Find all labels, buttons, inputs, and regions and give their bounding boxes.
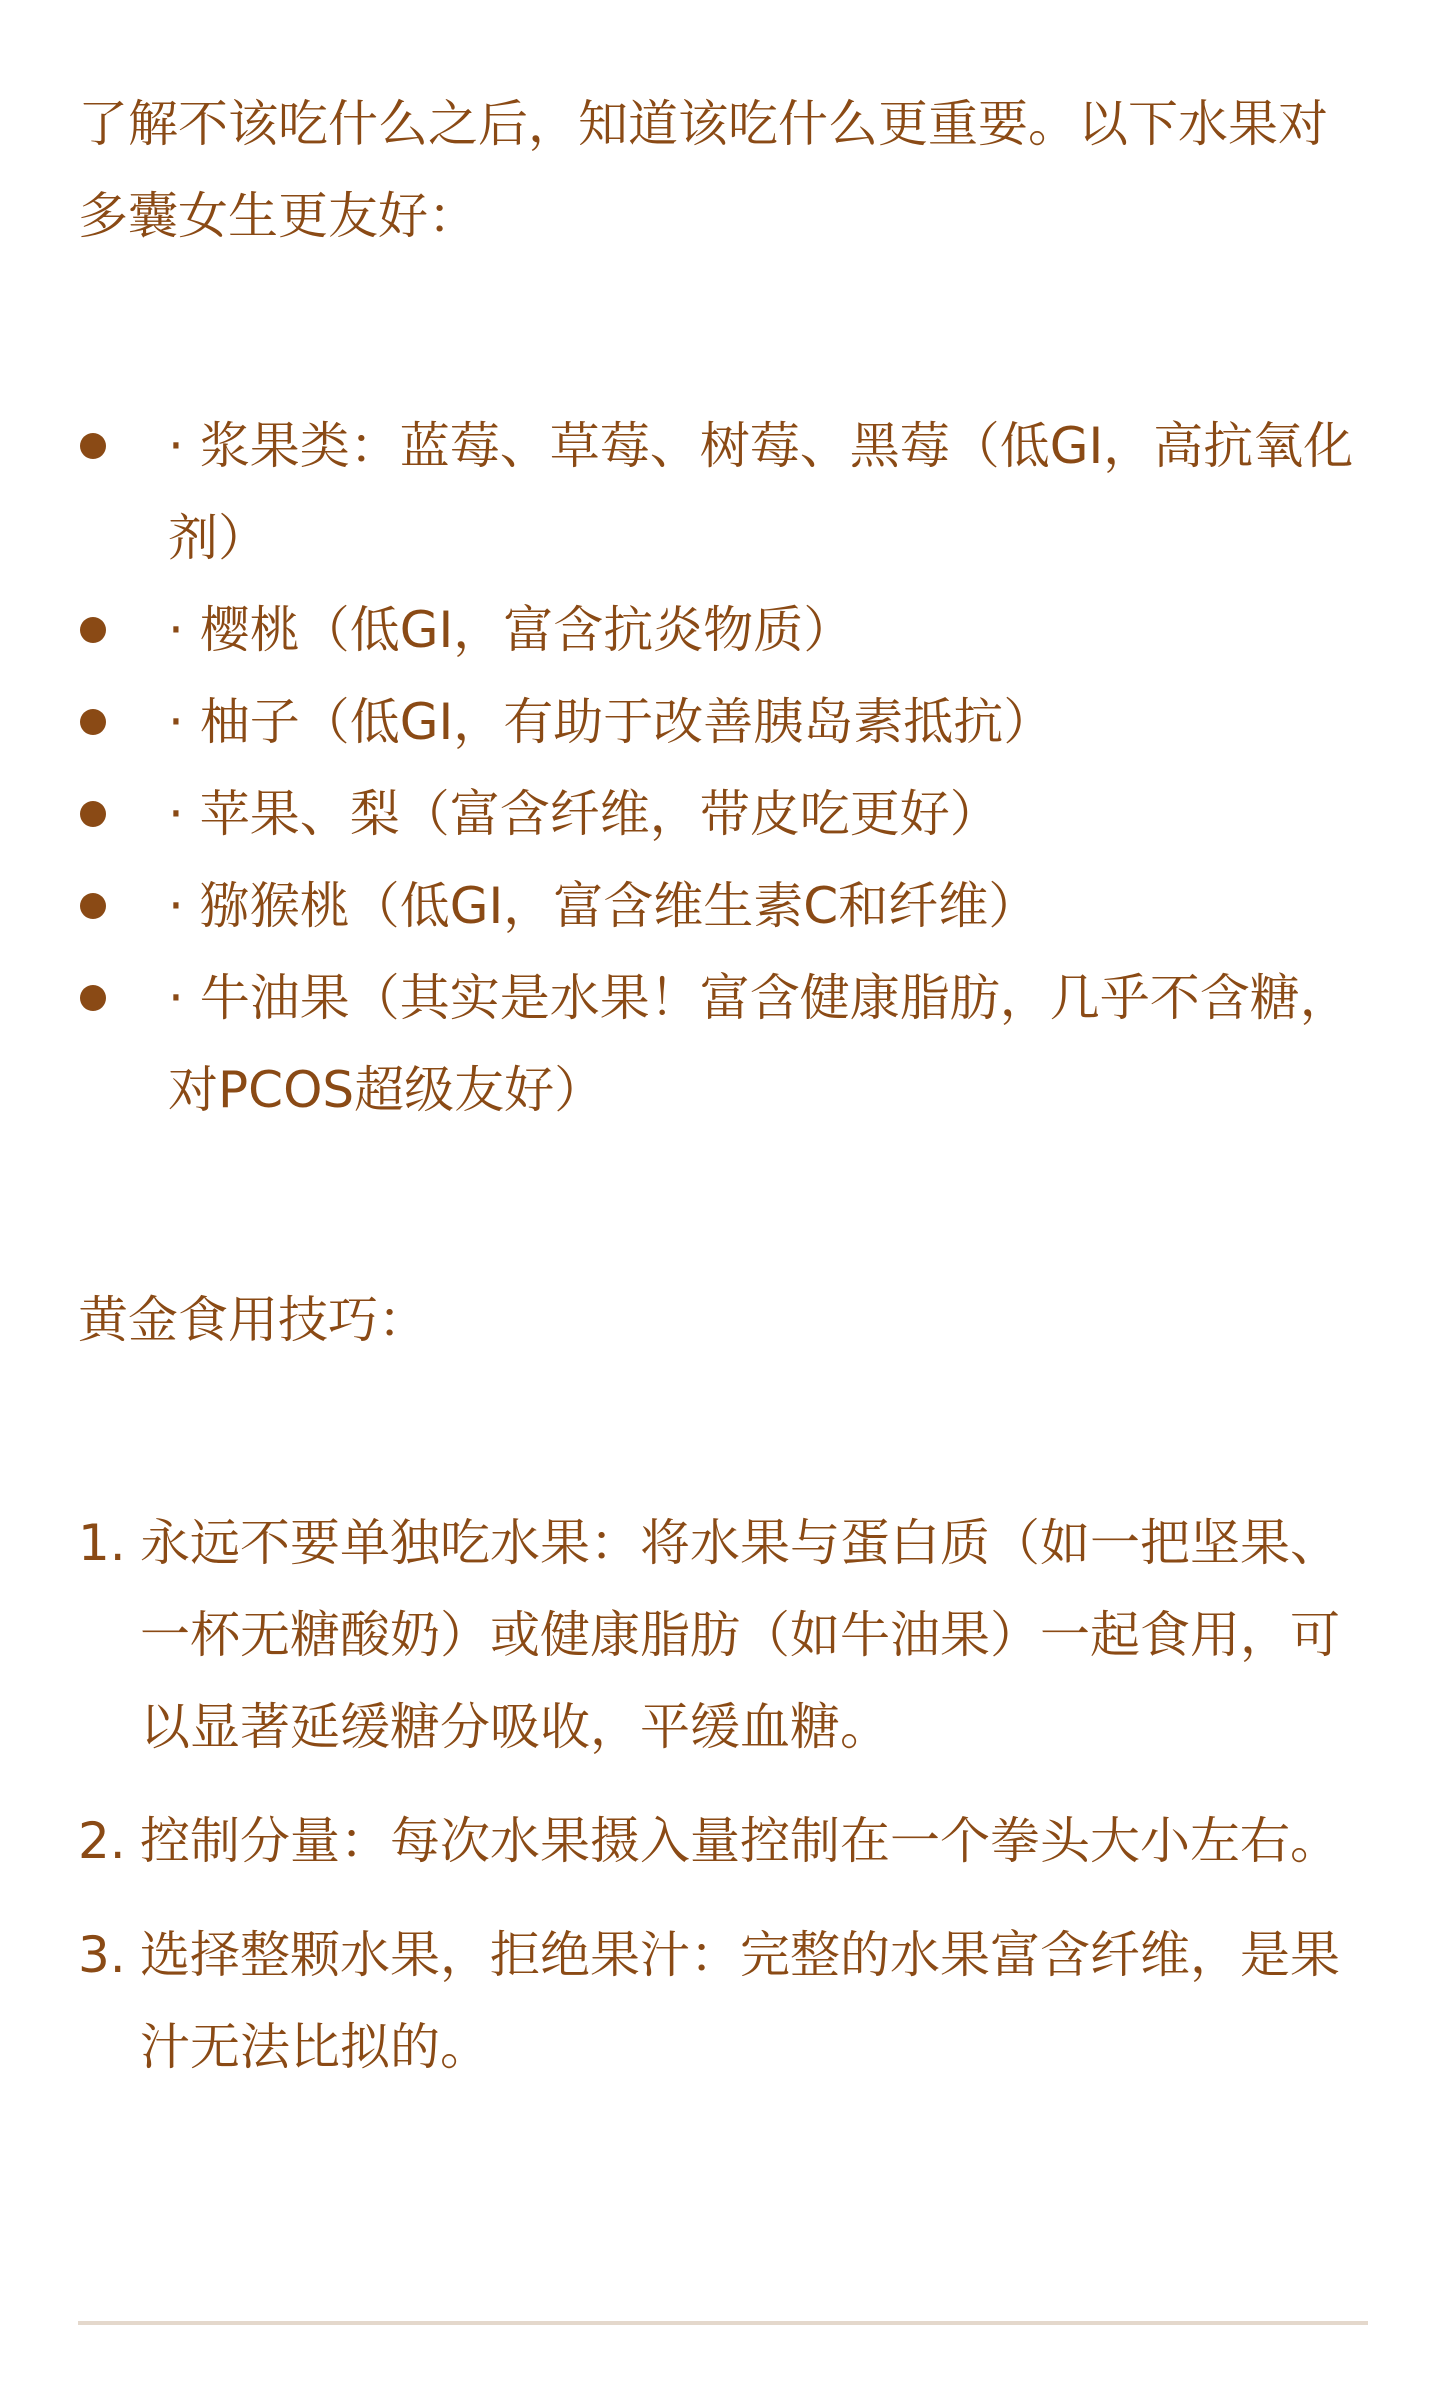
list-item xyxy=(78,584,1368,676)
fruit-text: · 猕猴桃（低GI，富含维生素C和纤维） xyxy=(168,877,1039,935)
intro-paragraph: 了解不该吃什么之后，知道该吃什么更重要。以下水果对多囊女生更友好： xyxy=(78,95,1328,245)
tip-number: 1. xyxy=(78,1514,126,1572)
tip-item xyxy=(78,1497,1368,1773)
tips-list xyxy=(78,1497,1368,2115)
bullet-icon xyxy=(80,801,106,827)
fruit-list xyxy=(78,400,1368,1136)
bullet-icon xyxy=(80,709,106,735)
fruit-text: · 浆果类：蓝莓、草莓、树莓、黑莓（低GI，高抗氧化剂） xyxy=(168,417,1354,567)
bullet-icon xyxy=(80,433,106,459)
fruit-text: · 柚子（低GI，有助于改善胰岛素抵抗） xyxy=(168,693,1054,751)
section-divider xyxy=(78,2321,1368,2325)
tip-number: 3. xyxy=(78,1926,126,1984)
tip-number: 2. xyxy=(78,1812,126,1870)
list-item xyxy=(78,400,1368,584)
tip-text: 控制分量：每次水果摄入量控制在一个拳头大小左右。 xyxy=(140,1812,1340,1870)
list-item xyxy=(78,860,1368,952)
bullet-icon xyxy=(80,985,106,1011)
tips-heading: 黄金食用技巧： xyxy=(78,1291,428,1349)
list-item xyxy=(78,676,1368,768)
list-item xyxy=(78,768,1368,860)
list-item xyxy=(78,952,1368,1136)
fruit-text: · 樱桃（低GI，富含抗炎物质） xyxy=(168,601,854,659)
fruit-text: · 苹果、梨（富含纤维，带皮吃更好） xyxy=(168,785,1000,843)
fruit-text: · 牛油果（其实是水果！富含健康脂肪，几乎不含糖，对PCOS超级友好） xyxy=(168,969,1350,1119)
tip-text: 选择整颗水果，拒绝果汁：完整的水果富含纤维，是果汁无法比拟的。 xyxy=(140,1926,1340,2076)
tip-text: 永远不要单独吃水果：将水果与蛋白质（如一把坚果、一杯无糖酸奶）或健康脂肪（如牛油果）一起食用，可以显著延缓糖分吸收，平缓血糖。 xyxy=(140,1514,1340,1756)
bullet-icon xyxy=(80,617,106,643)
tip-item xyxy=(78,1909,1368,2093)
tip-item xyxy=(78,1795,1368,1887)
bullet-icon xyxy=(80,893,106,919)
